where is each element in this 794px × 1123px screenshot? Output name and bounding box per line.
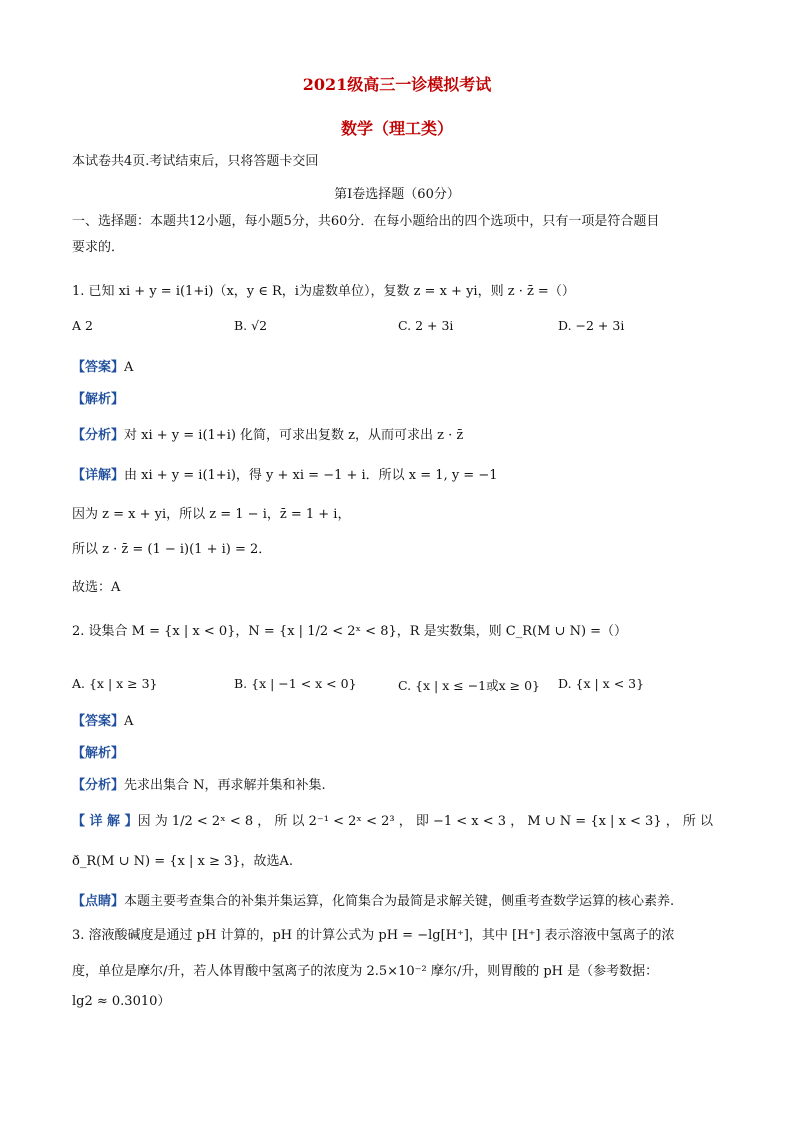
detail-tag: 【详解】 (72, 468, 125, 483)
q1-option-c: C. 2 + 3i (398, 318, 454, 333)
answer-tag: 【答案】 (72, 714, 125, 729)
q2-answer: A (124, 714, 134, 729)
q1-detail-line (72, 466, 498, 486)
q3-line-3: lg2 ≈ 0.3010） (72, 994, 171, 1009)
q1-fenxi-line (72, 426, 463, 446)
instructions-line-2: 要求的． (72, 240, 125, 255)
q3-line-2: 度，单位是摩尔/升，若人体胃酸中氢离子的浓度为 2.5×10⁻² 摩尔/升，则胃酸的 pH 是（参考数据： (72, 964, 659, 979)
fenxi-tag: 【分析】 (72, 428, 125, 443)
page-title: 2021级高三一诊模拟考试 (302, 75, 492, 94)
q2-option-b: B. {x | −1 < x < 0} (234, 676, 357, 691)
q1-answer: A (124, 360, 134, 375)
analysis-tag: 【解析】 (72, 746, 125, 761)
page-subtitle: 数学（理工类） (340, 119, 453, 138)
q1-detail: 由 xi + y = i(1+i)，得 y + xi = −1 + i．所以 x = 1, y = −1 (124, 468, 498, 483)
q2-detail-line (72, 812, 713, 832)
q2-analysis-line (72, 744, 124, 764)
q2-answer-line (72, 712, 133, 732)
q1-option-b: B. √2 (234, 318, 268, 333)
q2-line-2: ð_R(M ∪ N) = {x | x ≥ 3}，故选A. (72, 854, 294, 869)
answer-tag: 【答案】 (72, 360, 125, 375)
q1-line-2: 因为 z = x + yi，所以 z = 1 − i，z̄ = 1 + i， (72, 507, 351, 522)
q1-option-a: A 2 (72, 318, 93, 333)
q1-analysis-line (72, 390, 124, 410)
q1-option-d: D. −2 + 3i (558, 318, 625, 333)
intro-text: 本试卷共4页.考试结束后，只将答题卡交回 (72, 154, 319, 169)
q2-dianjing-line (72, 892, 674, 912)
fenxi-tag: 【分析】 (72, 778, 125, 793)
q2-stem: 2. 设集合 M = {x | x < 0}，N = {x | 1/2 < 2ˣ < 8}，R 是实数集，则 C_R(M ∪ N) =（） (72, 624, 628, 639)
q1-line-3: 所以 z · z̄ = (1 − i)(1 + i) = 2． (72, 542, 272, 557)
instructions-line-1: 一、选择题：本题共12小题，每小题5分，共60分．在每小题给出的四个选项中，只有一项是符合题目 (72, 214, 660, 229)
q3-line-1: 3. 溶液酸碱度是通过 pH 计算的，pH 的计算公式为 pH = −lg[H⁺]，其中 [H⁺] 表示溶液中氢离子的浓 (72, 928, 675, 943)
q2-option-d: D. {x | x < 3} (558, 676, 645, 691)
q1-answer-line (72, 358, 133, 378)
analysis-tag: 【解析】 (72, 392, 125, 407)
section-heading: 第Ⅰ卷选择题（60分） (334, 187, 460, 202)
q2-option-c: C. {x | x ≤ −1或x ≥ 0} (398, 678, 540, 693)
q2-fenxi: 先求出集合 N，再求解并集和补集. (124, 778, 326, 793)
q2-option-a: A. {x | x ≥ 3} (72, 676, 158, 691)
dianjing-tag: 【点睛】 (72, 894, 125, 909)
q1-fenxi: 对 xi + y = i(1+i) 化简，可求出复数 z，从而可求出 z · z̄ (124, 428, 464, 443)
q2-detail: 因 为 1/2 < 2ˣ < 8 ， 所 以 2⁻¹ < 2ˣ < 2³ ， 即 −1 < x < 3 ， M ∪ N = {x | x < 3} ， 所 以 (137, 814, 713, 829)
q1-choice: 故选：A (72, 580, 121, 595)
q2-dianjing: 本题主要考查集合的补集并集运算，化简集合为最简是求解关键，侧重考查数学运算的核心素养. (124, 894, 675, 909)
detail-tag: 【 详 解 】 (72, 814, 138, 829)
q1-stem: 1. 已知 xi + y = i(1+i)（x，y ∈ R，i为虚数单位），复数 z = x + yi，则 z · z̄ =（） (72, 284, 575, 299)
q2-fenxi-line (72, 776, 326, 796)
